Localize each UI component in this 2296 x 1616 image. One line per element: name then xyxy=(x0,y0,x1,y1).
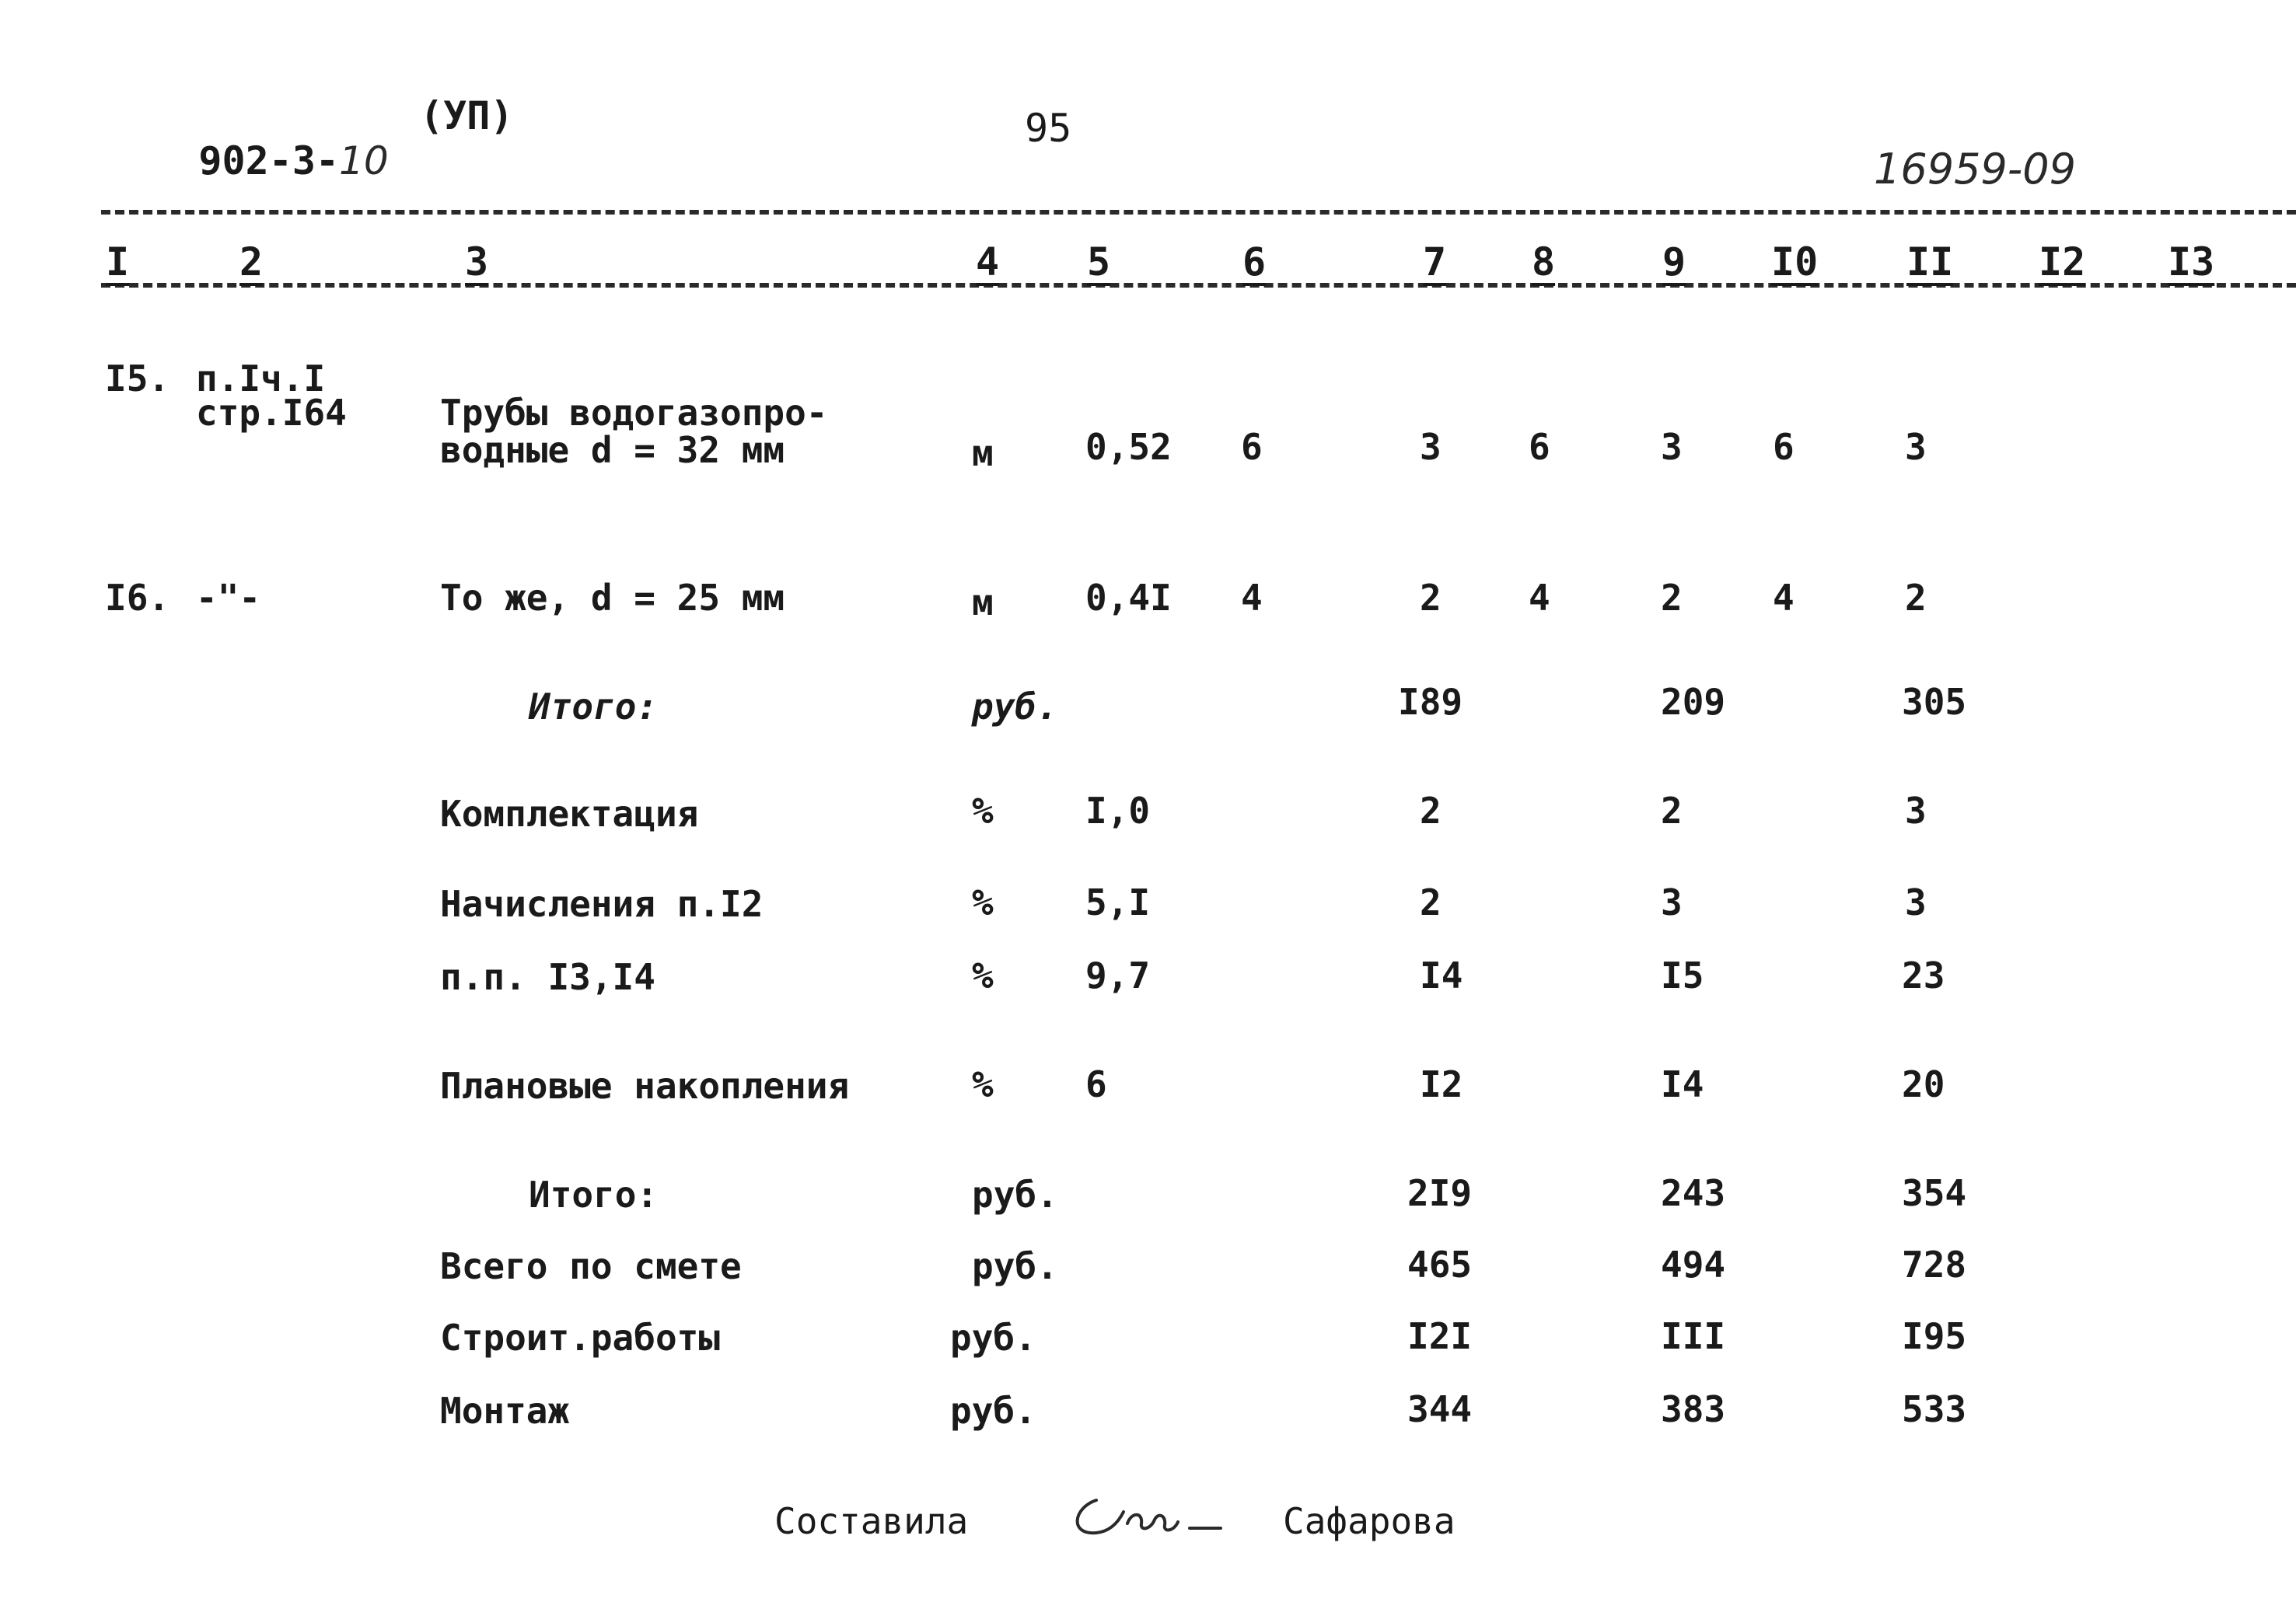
summary-col9: I5 xyxy=(1661,955,1704,996)
summary-col7: I89 xyxy=(1398,681,1463,723)
handwritten-number: 16959-09 xyxy=(1874,145,2076,194)
summary-col9: 494 xyxy=(1661,1244,1726,1286)
col-header-6: 6 xyxy=(1242,239,1267,284)
summary-unit: % xyxy=(972,881,994,923)
summary-col7: 2I9 xyxy=(1407,1172,1473,1214)
summary-col7: I2I xyxy=(1407,1315,1473,1357)
row-ref-line1: -"- xyxy=(196,577,261,619)
row-number: I6. xyxy=(105,577,170,619)
row-unit: м xyxy=(972,432,994,474)
summary-unit: руб. xyxy=(972,686,1058,728)
summary-rate: I,0 xyxy=(1085,790,1151,832)
col-header-2: 2 xyxy=(239,239,264,284)
doc-code-prefix: 902-3- xyxy=(198,138,340,183)
summary-col9: 2 xyxy=(1661,790,1683,832)
row-number: I5. xyxy=(105,358,170,400)
summary-name: п.п. I3,I4 xyxy=(440,956,655,998)
col-header-12: I2 xyxy=(2039,239,2086,284)
page-number: 95 xyxy=(1025,106,1072,151)
summary-col11: 23 xyxy=(1902,955,1945,996)
summary-col7: 465 xyxy=(1407,1244,1473,1286)
summary-name: Итого: xyxy=(529,1174,659,1216)
summary-col11: 3 xyxy=(1905,881,1927,923)
compiled-by-label: Составила xyxy=(774,1500,969,1542)
summary-name: Начисления п.I2 xyxy=(440,883,764,925)
summary-name: Плановые накопления xyxy=(440,1065,850,1107)
top-divider xyxy=(101,210,2296,215)
summary-unit: руб. xyxy=(950,1390,1036,1432)
summary-col11: 20 xyxy=(1902,1063,1945,1105)
row-col6: 6 xyxy=(1241,426,1263,468)
col-header-8: 8 xyxy=(1532,239,1556,284)
row-col10: 4 xyxy=(1773,577,1795,619)
row-col10: 6 xyxy=(1773,426,1795,468)
col-header-1: I xyxy=(106,239,130,284)
row-col5: 0,52 xyxy=(1085,426,1172,468)
col-header-9: 9 xyxy=(1662,239,1686,284)
col-header-10: I0 xyxy=(1771,239,1819,284)
summary-col7: 344 xyxy=(1407,1388,1473,1430)
row-col11: 2 xyxy=(1905,577,1927,619)
summary-col9: 209 xyxy=(1661,681,1726,723)
summary-name: Всего по смете xyxy=(440,1245,742,1287)
row-col5: 0,4I xyxy=(1085,577,1172,619)
header-divider xyxy=(101,283,2296,288)
summary-name: Итого: xyxy=(529,686,659,728)
col-header-7: 7 xyxy=(1423,239,1447,284)
row-name-line1: Трубы водогазопро- xyxy=(440,392,828,434)
summary-col7: 2 xyxy=(1420,790,1442,832)
summary-col9: 383 xyxy=(1661,1388,1726,1430)
row-col9: 2 xyxy=(1661,577,1683,619)
row-col7: 2 xyxy=(1420,577,1442,619)
row-ref-line1: п.Iч.I xyxy=(196,358,326,400)
summary-col11: 354 xyxy=(1902,1172,1967,1214)
row-col9: 3 xyxy=(1661,426,1683,468)
doc-code xyxy=(105,103,389,219)
summary-unit: руб. xyxy=(972,1174,1058,1216)
summary-unit: руб. xyxy=(950,1317,1036,1359)
col-header-4: 4 xyxy=(976,239,1000,284)
summary-col9: 3 xyxy=(1661,881,1683,923)
summary-name: Монтаж xyxy=(440,1390,570,1432)
summary-unit: руб. xyxy=(972,1245,1058,1287)
summary-col11: 728 xyxy=(1902,1244,1967,1286)
summary-unit: % xyxy=(972,955,994,996)
section-label: (УП) xyxy=(420,93,514,138)
col-header-5: 5 xyxy=(1087,239,1111,284)
summary-rate: 9,7 xyxy=(1085,955,1151,996)
summary-col11: I95 xyxy=(1902,1315,1967,1357)
summary-col7: 2 xyxy=(1420,881,1442,923)
summary-unit: % xyxy=(972,790,994,832)
summary-rate: 5,I xyxy=(1085,881,1151,923)
row-name-line2: водные d = 32 мм xyxy=(440,429,785,471)
compiler-name: Сафарова xyxy=(1283,1500,1456,1542)
col-header-3: 3 xyxy=(465,239,489,284)
summary-col7: I4 xyxy=(1420,955,1463,996)
signature-icon xyxy=(1065,1477,1244,1547)
summary-col11: 305 xyxy=(1902,681,1967,723)
summary-col11: 533 xyxy=(1902,1388,1967,1430)
row-ref-line2: стр.I64 xyxy=(196,392,347,434)
row-col11: 3 xyxy=(1905,426,1927,468)
col-header-13: I3 xyxy=(2168,239,2215,284)
row-unit: м xyxy=(972,581,994,623)
row-name: То же, d = 25 мм xyxy=(440,577,785,619)
row-col7: 3 xyxy=(1420,426,1442,468)
summary-unit: % xyxy=(972,1063,994,1105)
summary-col7: I2 xyxy=(1420,1063,1463,1105)
summary-col9: III xyxy=(1661,1315,1726,1357)
summary-name: Строит.работы xyxy=(440,1317,721,1359)
summary-col9: 243 xyxy=(1661,1172,1726,1214)
doc-code-handwritten: 10 xyxy=(339,138,389,183)
row-col6: 4 xyxy=(1241,577,1263,619)
row-col8: 4 xyxy=(1529,577,1550,619)
col-header-11: II xyxy=(1906,239,1954,284)
row-col8: 6 xyxy=(1529,426,1550,468)
summary-col9: I4 xyxy=(1661,1063,1704,1105)
summary-name: Комплектация xyxy=(440,793,699,835)
summary-rate: 6 xyxy=(1085,1063,1107,1105)
summary-col11: 3 xyxy=(1905,790,1927,832)
